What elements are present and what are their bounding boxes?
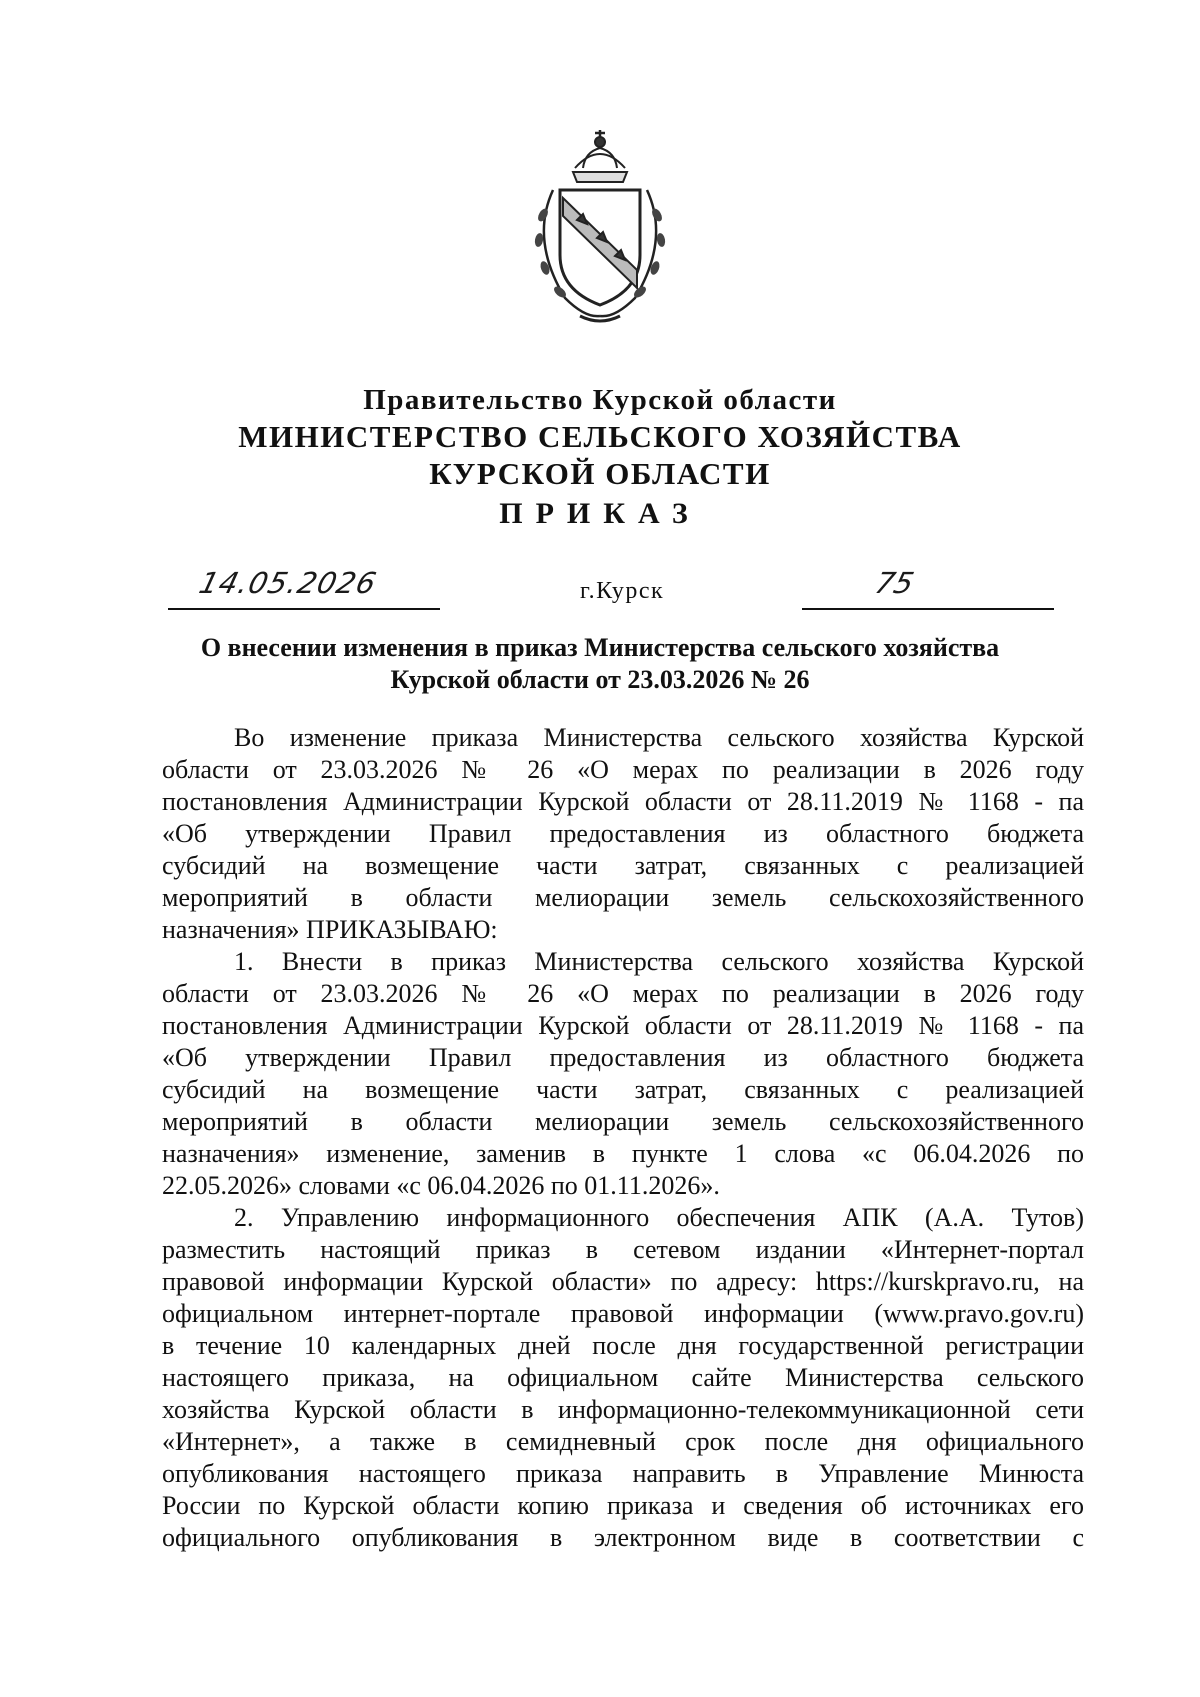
date-underline — [168, 608, 440, 610]
body-line: мероприятий в области мелиорации земель сельскохозяйственного — [162, 1107, 1084, 1136]
body-line: 22.05.2026» словами «с 06.04.2026 по 01.11.2026». — [162, 1171, 720, 1200]
order-body — [162, 722, 1084, 1554]
body-line: Во изменение приказа Министерства сельского хозяйства Курской — [234, 723, 1084, 752]
body-line: 2. Управлению информационного обеспечения АПК (А.А. Тутов) — [234, 1203, 1084, 1232]
body-line: «Интернет», а также в семидневный срок после дня официального — [162, 1427, 1084, 1456]
body-line: опубликования настоящего приказа направить в Управление Минюста — [162, 1459, 1084, 1488]
document-header — [0, 382, 1200, 534]
body-line: области от 23.03.2026 № 26 «О мерах по реализации в 2026 году — [162, 755, 1084, 784]
order-subject — [150, 632, 1050, 696]
body-line: мероприятий в области мелиорации земель сельскохозяйственного — [162, 883, 1084, 912]
document-type: ПРИКАЗ — [499, 497, 701, 530]
body-line: «Об утверждении Правил предоставления из областного бюджета — [162, 1043, 1084, 1072]
body-line: России по Курской области копию приказа и сведения об источниках его — [162, 1491, 1084, 1520]
order-date: 14.05.2026 — [195, 566, 381, 600]
body-line: официального опубликования в электронном виде в соответствии с — [162, 1523, 1084, 1552]
ministry-name-line2: КУРСКОЙ ОБЛАСТИ — [429, 456, 771, 491]
order-number: 75 — [871, 566, 918, 600]
body-line: в течение 10 календарных дней после дня государственной регистрации — [162, 1331, 1084, 1360]
body-line: назначения» изменение, заменив в пункте 1 слова «с 06.04.2026 по — [162, 1139, 1084, 1168]
body-line: хозяйства Курской области в информационно-телекоммуникационной сети — [162, 1395, 1084, 1424]
coat-of-arms-emblem — [505, 120, 695, 330]
body-line: правовой информации Курской области» по адресу: https://kurskpravo.ru, на — [162, 1267, 1084, 1296]
body-line: постановления Администрации Курской области от 28.11.2019 № 1168 - па — [162, 1011, 1084, 1040]
body-line: официальном интернет-портале правовой информации (www.pravo.gov.ru) — [162, 1299, 1084, 1328]
ministry-name-line1: МИНИСТЕРСТВО СЕЛЬСКОГО ХОЗЯЙСТВА — [238, 419, 962, 454]
body-line: разместить настоящий приказ в сетевом издании «Интернет-портал — [162, 1235, 1084, 1264]
government-name: Правительство Курской области — [363, 384, 837, 416]
subject-line: О внесении изменения в приказ Министерства сельского хозяйства — [200, 633, 1000, 662]
body-line: назначения» ПРИКАЗЫВАЮ: — [162, 915, 498, 944]
body-line: области от 23.03.2026 № 26 «О мерах по реализации в 2026 году — [162, 979, 1084, 1008]
body-line: «Об утверждении Правил предоставления из областного бюджета — [162, 819, 1084, 848]
number-underline — [802, 608, 1054, 610]
body-line: настоящего приказа, на официальном сайте Министерства сельского — [162, 1363, 1084, 1392]
body-line: 1. Внести в приказ Министерства сельского хозяйства Курской — [234, 947, 1084, 976]
body-line: постановления Администрации Курской области от 28.11.2019 № 1168 - па — [162, 787, 1084, 816]
body-line: субсидий на возмещение части затрат, связанных с реализацией — [162, 851, 1084, 880]
city: г.Курск — [580, 578, 665, 604]
body-line: субсидий на возмещение части затрат, связанных с реализацией — [162, 1075, 1084, 1104]
subject-line: Курской области от 23.03.2026 № 26 — [390, 665, 810, 694]
